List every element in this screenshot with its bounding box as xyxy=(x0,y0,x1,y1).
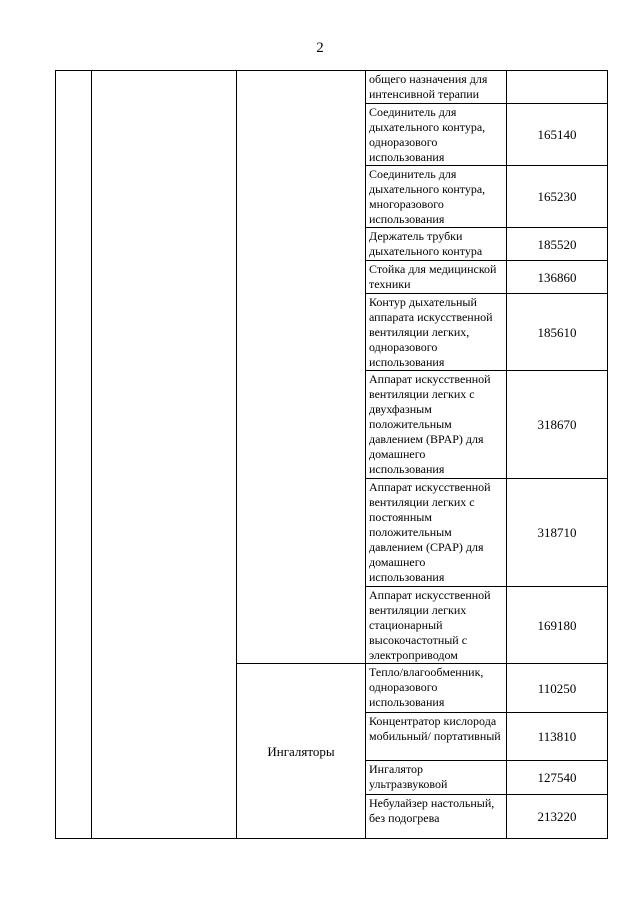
category-column-cell xyxy=(92,71,237,839)
item-name: Ингалятор ультразвуковой xyxy=(366,761,507,795)
item-code: 110250 xyxy=(507,664,608,713)
item-name: Тепло/влагообменник, одноразового использования xyxy=(366,664,507,713)
item-code: 213220 xyxy=(507,795,608,839)
item-code: 136860 xyxy=(507,261,608,294)
group-cell-ventilation xyxy=(237,71,366,664)
table-row xyxy=(56,71,608,104)
item-code: 113810 xyxy=(507,713,608,761)
equipment-table xyxy=(55,70,608,839)
item-name: Соединитель для дыхательного контура, одноразового использования xyxy=(366,104,507,166)
item-code: 165230 xyxy=(507,166,608,228)
item-name: Соединитель для дыхательного контура, многоразового использования xyxy=(366,166,507,228)
item-name: Аппарат искусственной вентиляции легких стационарный высокочастотный с электроприводом xyxy=(366,587,507,664)
item-code: 169180 xyxy=(507,587,608,664)
group-cell-inhalers: Ингаляторы xyxy=(237,664,366,839)
item-name: Аппарат искусственной вентиляции легких с двухфазным положительным давлением (BPAP) для домашнего использования xyxy=(366,371,507,479)
item-code: 165140 xyxy=(507,104,608,166)
item-name: общего назначения для интенсивной терапии xyxy=(366,71,507,104)
item-name: Небулайзер настольный, без подогрева xyxy=(366,795,507,839)
item-name: Держатель трубки дыхательного контура xyxy=(366,228,507,261)
item-code: 318670 xyxy=(507,371,608,479)
item-code: 127540 xyxy=(507,761,608,795)
item-name: Контур дыхательный аппарата искусственной вентиляции легких, одноразового использования xyxy=(366,294,507,371)
page-number: 2 xyxy=(316,40,324,56)
item-code xyxy=(507,71,608,104)
item-name: Стойка для медицинской техники xyxy=(366,261,507,294)
item-code: 185610 xyxy=(507,294,608,371)
item-code: 185520 xyxy=(507,228,608,261)
item-code: 318710 xyxy=(507,479,608,587)
item-name: Аппарат искусственной вентиляции легких с постоянным положительным давлением (CPAP) для домашнего использования xyxy=(366,479,507,587)
item-name: Концентратор кислорода мобильный/ портативный xyxy=(366,713,507,761)
number-column-cell xyxy=(56,71,92,839)
